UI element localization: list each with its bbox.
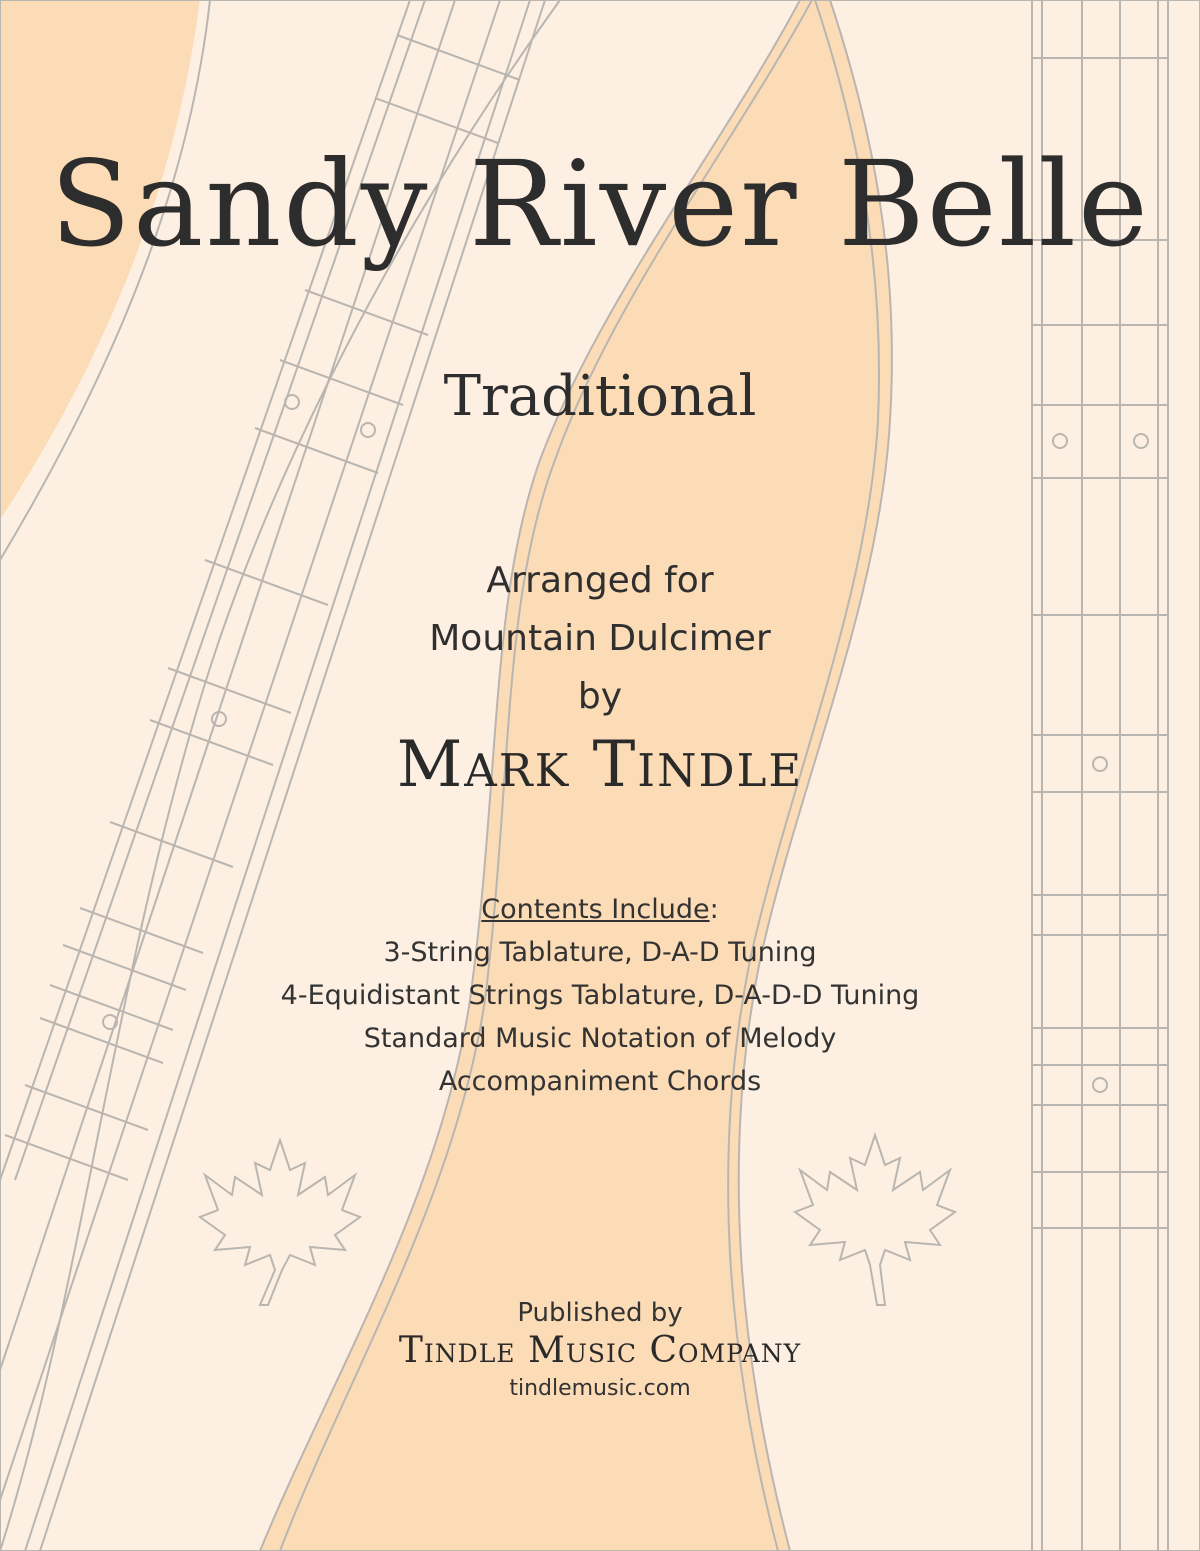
arranger-name: Mark Tindle bbox=[396, 728, 804, 802]
arranged-for-label: Arranged for bbox=[486, 560, 714, 601]
instrument-label: Mountain Dulcimer bbox=[429, 618, 771, 659]
contents-item: 3-String Tablature, D-A-D Tuning bbox=[383, 937, 817, 968]
page-title: Sandy River Belle bbox=[50, 135, 1150, 273]
by-label: by bbox=[577, 676, 623, 717]
published-by-label: Published by bbox=[517, 1298, 683, 1328]
contents-item: Accompaniment Chords bbox=[438, 1066, 762, 1097]
publisher-website: tindlemusic.com bbox=[509, 1376, 691, 1401]
contents-item: Standard Music Notation of Melody bbox=[363, 1023, 837, 1054]
contents-heading-colon: : bbox=[709, 894, 719, 925]
contents-heading bbox=[0, 888, 1200, 931]
contents-heading-text: Contents Include bbox=[481, 894, 710, 925]
publisher-name: Tindle Music Company bbox=[398, 1330, 802, 1371]
composer-label: Traditional bbox=[443, 364, 757, 429]
contents-item: 4-Equidistant Strings Tablature, D-A-D-D Tuning bbox=[280, 980, 920, 1011]
